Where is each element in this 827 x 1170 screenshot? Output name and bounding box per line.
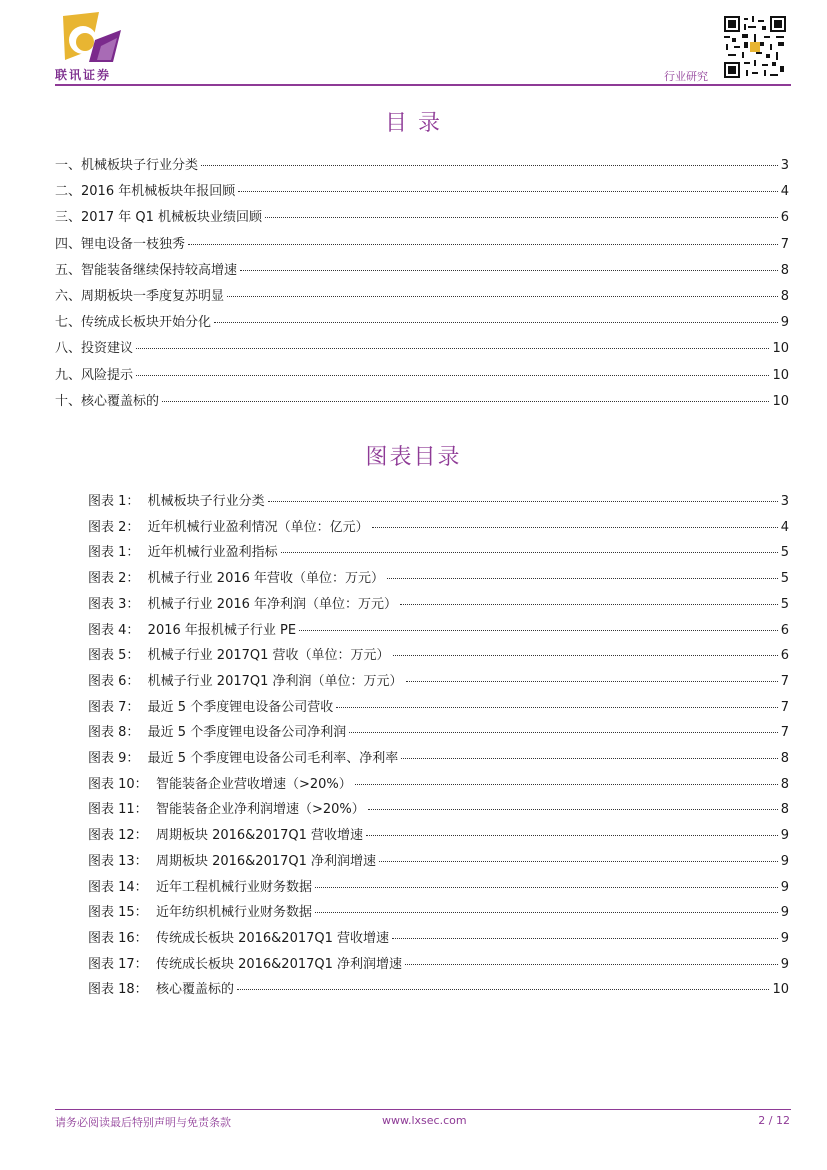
dot-leader	[315, 887, 778, 888]
entry-page-number: 9	[780, 853, 789, 869]
entry-label: 一、机械板块子行业分类	[55, 158, 199, 173]
dot-leader	[136, 348, 769, 349]
dot-leader	[265, 217, 778, 218]
entry-page-number: 9	[780, 956, 789, 972]
toc-entry[interactable]	[55, 285, 789, 303]
dot-leader	[393, 655, 778, 656]
toc-entry[interactable]	[55, 206, 789, 224]
dot-leader	[392, 938, 778, 939]
entry-label: 图表 4： 2016 年报机械子行业 PE	[88, 622, 297, 638]
footer-website: www.lxsec.com	[382, 1114, 467, 1127]
figure-entry[interactable]	[88, 876, 789, 894]
figure-entry[interactable]	[88, 773, 789, 791]
entry-page-number: 5	[780, 545, 789, 561]
entry-page-number: 7	[780, 236, 789, 252]
dot-leader	[372, 527, 778, 528]
dot-leader	[406, 681, 778, 682]
dot-leader	[368, 809, 778, 810]
entry-page-number: 8	[780, 802, 789, 818]
entry-page-number: 8	[780, 262, 789, 278]
entry-label: 三、2017 年 Q1 机械板块业绩回顾	[55, 210, 262, 226]
toc-entry[interactable]	[55, 233, 789, 251]
dot-leader	[240, 270, 778, 271]
entry-page-number: 5	[780, 571, 789, 587]
entry-label: 七、传统成长板块开始分化	[55, 315, 212, 331]
entry-page-number: 10	[772, 393, 789, 409]
entry-label: 图表 2： 近年机械行业盈利情况（单位：亿元）	[88, 519, 369, 535]
dot-leader	[379, 861, 778, 862]
entry-page-number: 8	[780, 751, 789, 766]
figure-entry[interactable]	[88, 670, 789, 688]
entry-label: 图表 3： 机械子行业 2016 年净利润（单位：万元）	[88, 596, 398, 612]
dot-leader	[281, 552, 778, 553]
figure-entry[interactable]	[88, 850, 789, 868]
dot-leader	[268, 501, 778, 502]
entry-label: 图表 15： 近年纺织机械行业财务数据	[88, 905, 312, 921]
footer-disclaimer: 请务必阅读最后特别声明与免责条款	[55, 1116, 231, 1129]
entry-page-number: 9	[780, 930, 789, 946]
entry-label: 图表 18： 核心覆盖标的	[88, 982, 234, 998]
entry-label: 九、风险提示	[55, 367, 134, 383]
toc-entry[interactable]	[55, 311, 789, 329]
entry-page-number: 8	[780, 289, 789, 304]
entry-page-number: 10	[772, 367, 789, 383]
entry-page-number: 6	[780, 648, 789, 664]
entry-label: 五、智能装备继续保持较高增速	[55, 262, 238, 278]
figure-entry[interactable]	[88, 593, 789, 611]
figure-entry[interactable]	[88, 567, 789, 585]
entry-page-number: 7	[780, 725, 789, 741]
toc-entry[interactable]	[55, 337, 789, 355]
entry-label: 六、周期板块一季度复苏明显	[55, 289, 225, 304]
dot-leader	[405, 964, 778, 965]
entry-page-number: 9	[780, 315, 789, 331]
entry-label: 图表 11： 智能装备企业净利润增速（>20%）	[88, 802, 365, 818]
entry-page-number: 9	[780, 879, 789, 895]
figures-title: 图表目录	[365, 445, 462, 470]
figure-entry[interactable]	[88, 619, 789, 637]
entry-page-number: 9	[780, 905, 789, 921]
figure-entry[interactable]	[88, 927, 789, 945]
entry-page-number: 9	[780, 828, 789, 844]
figure-entry[interactable]	[88, 901, 789, 919]
section-label: 行业研究	[664, 70, 708, 83]
dot-leader	[188, 244, 778, 245]
entry-page-number: 4	[780, 519, 789, 535]
footer-page-number: 2 / 12	[758, 1114, 790, 1127]
toc-entry[interactable]	[55, 390, 789, 408]
entry-label: 十、核心覆盖标的	[55, 393, 160, 409]
toc-entry[interactable]	[55, 180, 789, 198]
header-divider	[55, 84, 791, 86]
figure-entry[interactable]	[88, 696, 789, 714]
entry-page-number: 4	[780, 184, 789, 200]
dot-leader	[237, 989, 770, 990]
figure-entry[interactable]	[88, 644, 789, 662]
figure-entry[interactable]	[88, 747, 789, 765]
dot-leader	[315, 912, 778, 913]
dot-leader	[299, 630, 778, 631]
entry-label: 图表 10： 智能装备企业营收增速（>20%）	[88, 776, 352, 792]
entry-label: 八、投资建议	[55, 341, 134, 357]
dot-leader	[366, 835, 778, 836]
dot-leader	[227, 296, 778, 297]
figure-entry[interactable]	[88, 541, 789, 559]
entry-label: 图表 1： 近年机械行业盈利指标	[88, 545, 278, 561]
figure-entry[interactable]	[88, 978, 789, 996]
entry-label: 图表 1： 机械板块子行业分类	[88, 494, 265, 509]
dot-leader	[349, 732, 778, 733]
qr-code-icon	[724, 16, 786, 78]
dot-leader	[238, 191, 778, 192]
entry-label: 图表 8： 最近 5 个季度锂电设备公司净利润	[88, 725, 347, 741]
dot-leader	[387, 578, 778, 579]
figure-entry[interactable]	[88, 953, 789, 971]
entry-page-number: 7	[780, 673, 789, 689]
entry-label: 图表 14： 近年工程机械行业财务数据	[88, 879, 312, 895]
entry-label: 图表 16： 传统成长板块 2016&2017Q1 营收增速	[88, 930, 390, 946]
dot-leader	[336, 707, 778, 708]
dot-leader	[214, 322, 778, 323]
figure-entry[interactable]	[88, 516, 789, 534]
entry-page-number: 3	[780, 158, 789, 173]
entry-page-number: 5	[780, 596, 789, 612]
entry-label: 图表 12： 周期板块 2016&2017Q1 营收增速	[88, 828, 364, 844]
company-logo	[55, 10, 135, 84]
entry-page-number: 3	[780, 494, 789, 509]
entry-page-number: 10	[772, 341, 789, 357]
entry-label: 图表 5： 机械子行业 2017Q1 营收（单位：万元）	[88, 648, 390, 664]
entry-page-number: 8	[780, 776, 789, 792]
figure-entry[interactable]	[88, 824, 789, 842]
dot-leader	[400, 604, 778, 605]
dot-leader	[136, 375, 769, 376]
entry-label: 图表 13： 周期板块 2016&2017Q1 净利润增速	[88, 853, 377, 869]
logo-mark-icon	[55, 10, 135, 66]
dot-leader	[401, 758, 778, 759]
page-header	[0, 0, 827, 90]
footer-divider	[55, 1109, 791, 1110]
entry-label: 四、锂电设备一枝独秀	[55, 236, 186, 252]
entry-label: 图表 9： 最近 5 个季度锂电设备公司毛利率、净利率	[88, 751, 399, 766]
entry-label: 图表 7： 最近 5 个季度锂电设备公司营收	[88, 699, 334, 715]
entry-label: 图表 17： 传统成长板块 2016&2017Q1 净利润增速	[88, 956, 403, 972]
entry-label: 二、2016 年机械板块年报回顾	[55, 184, 236, 200]
entry-label: 图表 2： 机械子行业 2016 年营收（单位：万元）	[88, 571, 385, 587]
dot-leader	[201, 165, 778, 166]
dot-leader	[355, 784, 778, 785]
toc-entry[interactable]	[55, 259, 789, 277]
entry-page-number: 7	[780, 699, 789, 715]
figure-entry[interactable]	[88, 798, 789, 816]
figure-entry[interactable]	[88, 490, 789, 508]
toc-title: 目 录	[385, 111, 442, 136]
entry-label: 图表 6： 机械子行业 2017Q1 净利润（单位：万元）	[88, 673, 403, 689]
dot-leader	[162, 401, 769, 402]
entry-page-number: 10	[772, 982, 789, 998]
logo-text: 联讯证券	[55, 68, 112, 82]
toc-entry[interactable]	[55, 364, 789, 382]
figure-entry[interactable]	[88, 721, 789, 739]
entry-page-number: 6	[780, 622, 789, 638]
entry-page-number: 6	[780, 210, 789, 226]
toc-entry[interactable]	[55, 154, 789, 172]
